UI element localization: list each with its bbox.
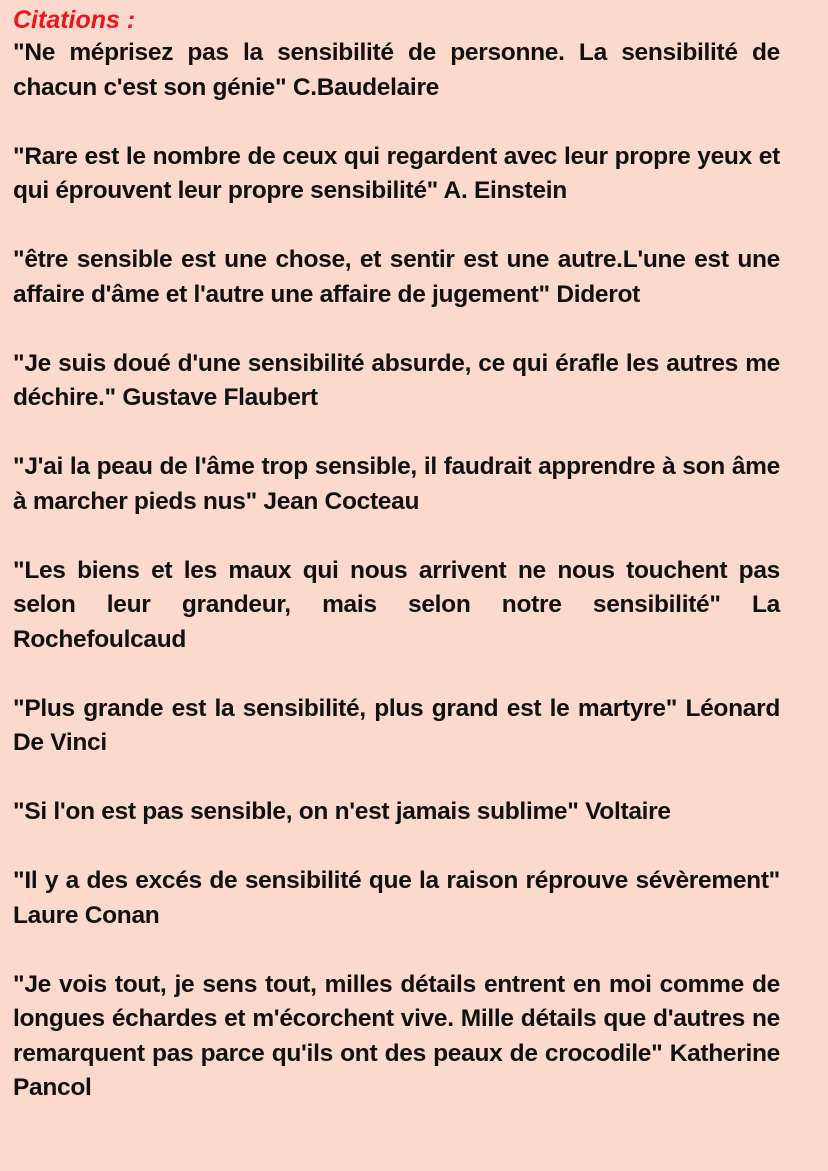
quote-diderot: "être sensible est une chose, et sentir est une autre.L'une est une affaire d'âme et l'autre une affaire de jugement" Diderot	[13, 246, 780, 308]
quote-cocteau: "J'ai la peau de l'âme trop sensible, il faudrait apprendre à son âme à marcher pieds nus" Jean Cocteau	[13, 453, 780, 515]
quote-laure-conan: "Il y a des excés de sensibilité que la raison réprouve sévèrement" Laure Conan	[13, 867, 780, 929]
quote-la-rochefoulcaud: "Les biens et les maux qui nous arrivent ne nous touchent pas selon leur grandeur, mais selon notre sensibilité" La Rochefoulcaud	[13, 556, 780, 653]
quote-pancol: "Je vois tout, je sens tout, milles détails entrent en moi comme de longues échardes et m'écorchent vive. Mille détails que d'autres ne remarquent pas parce qu'ils ont des peaux de crocodile" Katherine Pancol	[13, 970, 780, 1101]
quote-einstein: "Rare est le nombre de ceux qui regardent avec leur propre yeux et qui éprouvent leur propre sensibilité" A. Einstein	[13, 142, 780, 204]
quote-flaubert: "Je suis doué d'une sensibilité absurde, ce qui érafle les autres me déchire." Gustave Flaubert	[13, 349, 780, 411]
quotes-page	[13, 4, 780, 1106]
page-heading: Citations :	[13, 6, 136, 34]
quote-list	[13, 36, 780, 1106]
quote-de-vinci: "Plus grande est la sensibilité, plus grand est le martyre" Léonard De Vinci	[13, 694, 780, 756]
quote-baudelaire: "Ne méprisez pas la sensibilité de personne. La sensibilité de chacun c'est son génie" C.Baudelaire	[13, 39, 780, 101]
quote-voltaire: "Si l'on est pas sensible, on n'est jamais sublime" Voltaire	[13, 798, 671, 825]
